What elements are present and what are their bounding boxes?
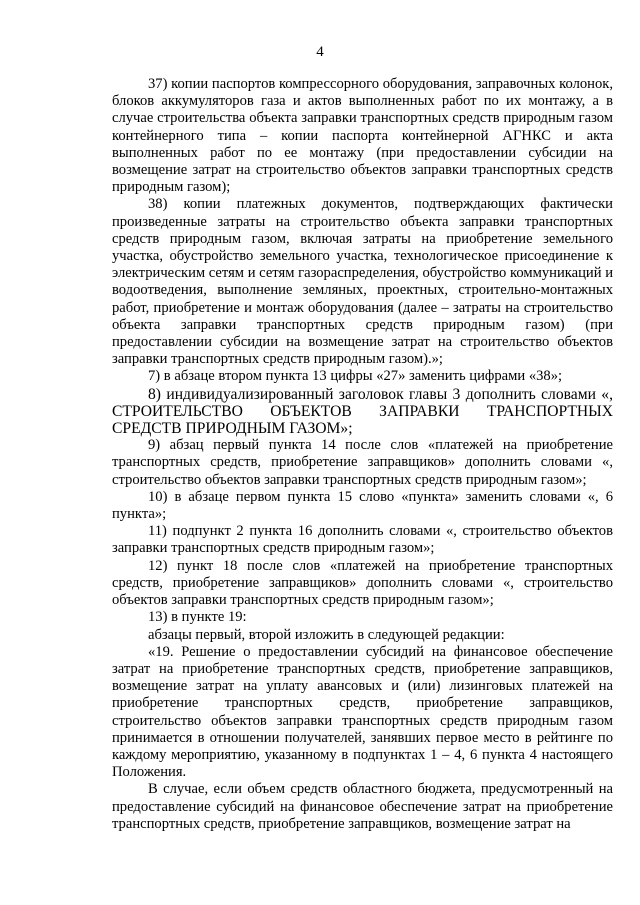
paragraph-point-19: «19. Решение о предоставлении субсидий на финансовое обеспечение затрат на приобретение транспортных средств, приобретение заправщиков, возмещение затрат на уплату авансовых и (или) лизинговых платежей на приобретение транспортных средств, приобретение заправщиков, строительство объектов заправки транспортных средств природным газом принимается в отношении получателей, занявших первое место в рейтинге по каждому мероприятию, указанному в подпунктах 1 – 4, 6 пункта 4 настоящего Положения. <box>112 643 613 781</box>
paragraph-amendment-8: 8) индивидуализированный заголовок главы 3 дополнить словами «, СТРОИТЕЛЬСТВО ОБЪЕКТОВ ЗАПРАВКИ ТРАНСПОРТНЫХ СРЕДСТВ ПРИРОДНЫМ ГАЗОМ»; <box>112 385 613 438</box>
paragraph-amendment-13: 13) в пункте 19: <box>148 609 247 626</box>
paragraph-item-37: 37) копии паспортов компрессорного оборудования, заправочных колонок, блоков аккумуляторов газа и актов выполненных работ по их монтажу, а в случае строительства объекта заправки транспортных средств природным газом контейнерного типа – копии паспорта контейнерной АГНКС и акта выполненных работ по ее монтажу (при предоставлении субсидии на возмещение затрат на строительство объектов заправки транспортных средств природным газом); <box>112 76 613 196</box>
paragraph-item-38: 38) копии платежных документов, подтверждающих фактически произведенные затраты на строительство объекта заправки транспортных средств природным газом, включая затраты на приобретение земельного участка, обустройство земельного участка, технологическое присоединение к электрическим сетям и сетям газораспределения, обустройство коммуникаций и водоотведения, выполнение земляных, проектных, строительно-монтажных работ, приобретение и монтаж оборудования (далее – затраты на строительство объекта заправки транспортных средств природным газом) (при предоставлении субсидии на возмещение затрат на строительство объектов заправки транспортных средств природным газом).»; <box>112 196 613 368</box>
paragraph-amendment-10: 10) в абзаце первом пункта 15 слово «пункта» заменить словами «, 6 пункта»; <box>112 488 613 523</box>
paragraph-amendment-9: 9) абзац первый пункта 14 после слов «платежей на приобретение транспортных средств, приобретение заправщиков» дополнить словами «, строительство объектов заправки транспортных средств природным газом»; <box>112 437 613 488</box>
page-number: 4 <box>316 44 324 60</box>
paragraph-amendment-7: 7) в абзаце втором пункта 13 цифры «27» заменить цифрами «38»; <box>148 368 563 385</box>
paragraph-point-19-continued: В случае, если объем средств областного бюджета, предусмотренный на предоставление субсидий на финансовое обеспечение затрат на приобретение транспортных средств, приобретение заправщиков, возмещение затрат на <box>112 781 613 832</box>
paragraph-amendment-12: 12) пункт 18 после слов «платежей на приобретение транспортных средств, приобретение заправщиков» дополнить словами «, строительство объектов заправки транспортных средств природным газом»; <box>112 557 613 609</box>
paragraph-amendment-11: 11) подпункт 2 пункта 16 дополнить словами «, строительство объектов заправки транспортных средств природным газом»; <box>112 523 613 557</box>
document-body <box>112 76 613 833</box>
paragraph-amendment-13-intro: абзацы первый, второй изложить в следующей редакции: <box>148 626 505 643</box>
